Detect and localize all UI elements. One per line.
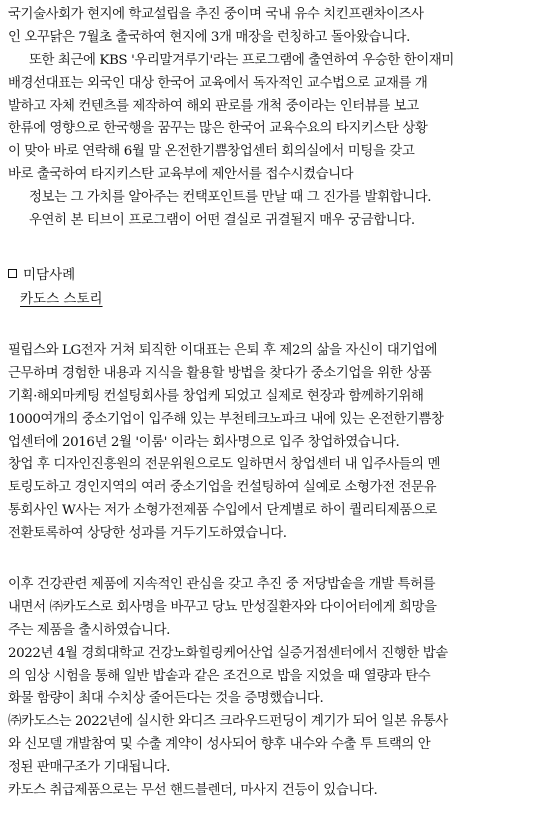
section-heading-label: 미담사례 <box>23 267 76 283</box>
text-line: 2022년 4월 경희대학교 건강노화힐링케어산업 실증거점센터에서 진행한 밥솥 <box>8 645 448 661</box>
text-line: 한류에 영향으로 한국행을 꿈꾸는 많은 한국어 교육수요의 타지키스탄 상황 <box>8 121 428 137</box>
text-line: 정보는 그 가치를 알아주는 컨택포인트를 만날 때 그 진가를 발휘합니다. <box>29 190 432 206</box>
section-subheading: 카도스 스토리 <box>20 291 103 307</box>
story-paragraph-2 <box>8 574 538 803</box>
text-line: 카도스 취급제품으로는 무선 핸드블렌더, 마사지 건등이 있습니다. <box>8 783 378 799</box>
text-line: 정된 판매구조가 기대됩니다. <box>8 760 170 776</box>
text-line: 기획·해외마케팅 컨설팅회사를 창업케 되었고 실제로 현장과 함께하기위해 <box>8 388 424 404</box>
text-line: 토링도하고 경인지역의 여러 중소기업을 컨설팅하여 실예로 소형가전 전문유 <box>8 480 437 496</box>
text-line: 의 임상 시험을 통해 일반 밥솥과 같은 조건으로 밥을 지었을 때 열량과 탄수 <box>8 668 431 684</box>
text-line: 국기술사회가 현지에 학교설립을 추진 중이며 국내 유수 치킨프랜차이즈사 <box>8 7 424 22</box>
intro-paragraph <box>8 4 538 233</box>
text-line: 인 오꾸닭은 7월초 출국하여 현지에 3개 매장을 런칭하고 돌아왔습니다. <box>8 29 410 45</box>
text-line: 근무하며 경험한 내용과 지식을 활용할 방법을 찾다가 중소기업을 위한 상품 <box>8 365 432 381</box>
text-line: 와 신모델 개발참여 및 수출 계약이 성사되어 향후 내수와 수출 투 트랙의 안 <box>8 737 431 753</box>
text-line: ㈜카도스는 2022년에 실시한 와디즈 크라우드펀딩이 계기가 되어 일본 유통사 <box>8 714 448 730</box>
text-line: 통회사인 W사는 저가 소형가전제품 수입에서 단계별로 하이 퀄리티제품으로 <box>8 503 437 519</box>
text-line: 1000여개의 중소기업이 입주해 있는 부천테크노파크 내에 있는 온전한기쁨창 <box>8 411 444 427</box>
text-line: 배경선대표는 외국인 대상 한국어 교육에서 독자적인 교수법으로 교재를 개 <box>8 75 428 91</box>
text-line: 창업 후 디자인진흥원의 전문위원으로도 일하면서 창업센터 내 입주사들의 멘 <box>8 457 440 473</box>
text-line: 우연히 본 티브이 프로그램이 어떤 결실로 귀결될지 매우 궁금합니다. <box>29 213 415 229</box>
text-line: 또한 최근에 KBS '우리말겨루기'라는 프로그램에 출연하여 우승한 한이재미 <box>29 52 454 68</box>
section-heading <box>8 265 75 285</box>
checkbox-square-icon <box>8 269 17 278</box>
text-line: 전환토록하여 상당한 성과를 거두기도하였습니다. <box>8 526 287 542</box>
text-line: 이 맞아 바로 연락해 6월 말 온전한기쁨창업센터 회의실에서 미팅을 갖고 <box>8 144 415 160</box>
text-line: 화물 함량이 최대 수치상 줄어든다는 것을 증명했습니다. <box>8 691 324 707</box>
text-line: 이후 건강관련 제품에 지속적인 관심을 갖고 추진 중 저당밥솥을 개발 특허를 <box>8 577 436 592</box>
text-line: 주는 제품을 출시하였습니다. <box>8 622 170 638</box>
story-paragraph-1 <box>8 340 538 546</box>
text-line: 업센터에 2016년 2월 '이룸' 이라는 회사명으로 입주 창업하였습니다. <box>8 434 400 450</box>
text-line: 발하고 자체 컨텐츠를 제작하여 해외 판로를 개척 중이라는 인터뷰를 보고 <box>8 98 419 114</box>
text-line: 필립스와 LG전자 거쳐 퇴직한 이대표는 은퇴 후 제2의 삶을 자신이 대기업에 <box>8 343 437 358</box>
text-line: 내면서 ㈜카도스로 회사명을 바꾸고 당뇨 만성질환자와 다이어터에게 희망을 <box>8 599 437 615</box>
text-line: 바로 출국하여 타지키스탄 교육부에 제안서를 접수시켰습니다 <box>8 167 354 183</box>
